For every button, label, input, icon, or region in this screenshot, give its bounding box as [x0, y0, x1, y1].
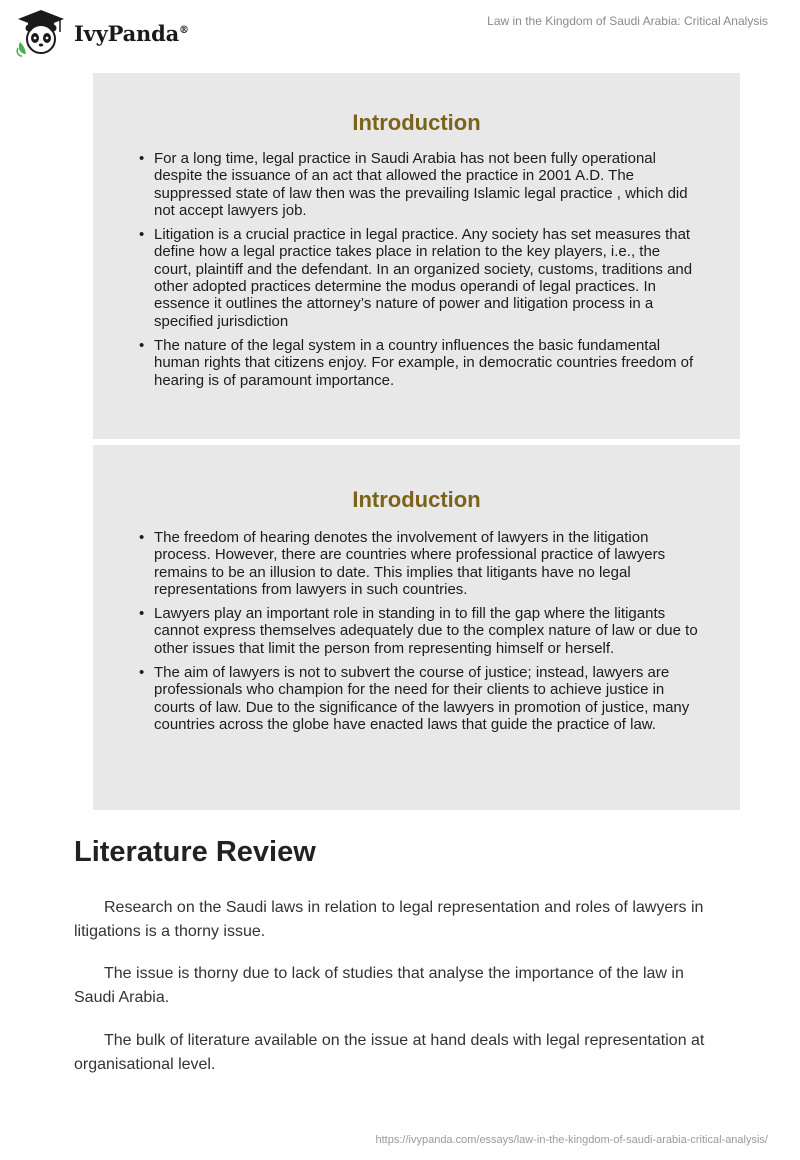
- slide-bullet: • Litigation is a crucial practice in legal practice. Any society has set measures that define how a legal practice takes place in relation to the key players, i.e., the court, plaintiff and the defendant. In an organized society, customs, traditions and other adopted practices determine the modus operandi of legal practices. In essence it outlines the attorney’s nature of power and litigation process in a specified jurisdiction: [138, 226, 698, 330]
- slide-bullet: • For a long time, legal practice in Saudi Arabia has not been fully operational despite the issuance of an act that allowed the practice in 2001 A.D. The suppressed state of law then was the prevailing Islamic legal practice , which did not accept lawyers job.: [138, 150, 698, 219]
- page-header: [0, 0, 800, 66]
- slide-image-2: [93, 445, 740, 810]
- section-heading: Literature Review: [74, 836, 316, 868]
- body-paragraph: Research on the Saudi laws in relation to legal representation and roles of lawyers in litigations is a thorny issue.: [74, 899, 704, 940]
- slide-title: Introduction: [352, 487, 481, 512]
- slide-bullet: • Lawyers play an important role in standing in to fill the gap where the litigants cannot express themselves adequately due to the complex nature of law or due to other issues that limit the person from representing himself or herself.: [138, 605, 698, 657]
- slide-bullet-list: [138, 529, 698, 733]
- document-title: Law in the Kingdom of Saudi Arabia: Critical Analysis: [487, 14, 768, 28]
- panda-graduate-icon: [14, 8, 68, 58]
- source-url[interactable]: https://ivypanda.com/essays/law-in-the-kingdom-of-saudi-arabia-critical-analysis/: [375, 1134, 768, 1146]
- slide-bullet-list: [138, 150, 698, 389]
- slide-title: Introduction: [352, 110, 481, 135]
- logo-text: IvyPanda®: [74, 20, 189, 46]
- slide-bullet: • The freedom of hearing denotes the involvement of lawyers in the litigation process. However, there are countries where professional practice of lawyers remains to be an illusion to date. This implies that litigants have no legal representations from lawyers in such countries.: [138, 529, 698, 598]
- slide-bullet: • The nature of the legal system in a country influences the basic fundamental human rights that citizens enjoy. For example, in democratic countries freedom of hearing is of paramount importance.: [138, 337, 698, 389]
- body-paragraph: The issue is thorny due to lack of studies that analyse the importance of the law in Saudi Arabia.: [74, 965, 684, 1006]
- ivypanda-logo[interactable]: [14, 8, 214, 58]
- slide-image-1: [93, 73, 740, 439]
- body-paragraph: The bulk of literature available on the issue at hand deals with legal representation at organisational level.: [74, 1032, 705, 1073]
- slide-bullet: • The aim of lawyers is not to subvert the course of justice; instead, lawyers are professionals who champion for the need for their clients to achieve justice in courts of law. Due to the significance of the lawyers in promotion of justice, many countries across the globe have enacted laws that guide the practice of law.: [138, 664, 698, 733]
